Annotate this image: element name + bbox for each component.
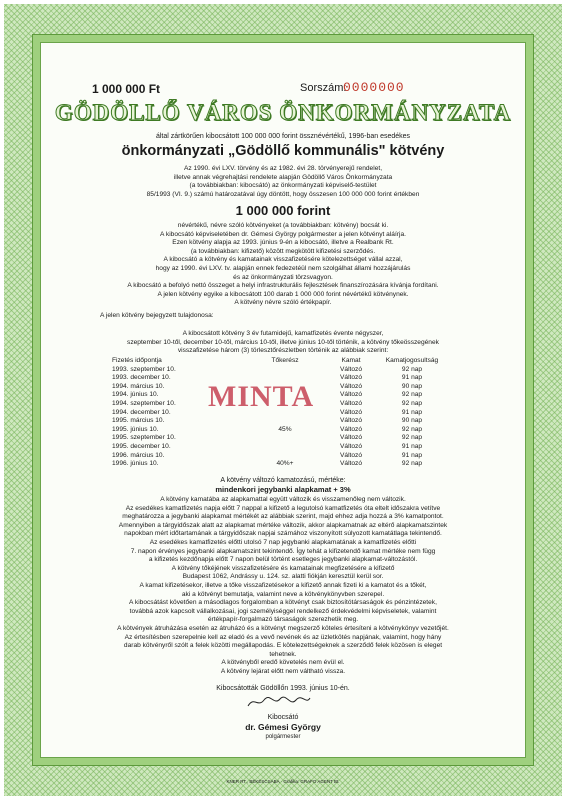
face-value: 1 000 000 forint (235, 203, 331, 218)
conditions-line: darab kötvényről szólt a felek közötti megállapodás. E kötelezettségeknek a szerződő felek közösen is eleget (123, 642, 443, 650)
table-cell: 1994. szeptember 10. (112, 399, 176, 407)
conditions-line: Budapest 1062, Andrássy u. 124. sz. alatti fiókján keresztül kerül sor. (182, 573, 384, 581)
conditions-line: A kötvény tőkéjének visszafizetésére és kamatainak megfizetésére a kifizető (171, 564, 395, 572)
column-header: Fizetés időpontja (112, 357, 162, 364)
table-cell: Változó (340, 442, 362, 450)
table-cell: 90 nap (401, 417, 423, 425)
column-header: Tőkerész (271, 357, 299, 364)
table-cell: 1996. június 10. (112, 460, 159, 468)
conditions-line: meghatározza a jegybanki alapkamat mértékét az alábbiak szerint, majd ehhez adja hozzá a 3% kamatpontot. (122, 513, 444, 521)
signer-role: Kibocsátó (267, 714, 299, 721)
conditions-line: Az esedékes kamatfizetés előtti utolsó 7 nap jegybanki alapkamatának a kamatfizetés előtti (149, 538, 417, 546)
table-cell: 91 nap (401, 442, 423, 450)
schedule-line: szeptember 10-től, december 10-től, március 10-től, illetve június 10-től történik, a kötvény tőkeösszegének (127, 338, 439, 346)
table-cell: 45% (278, 425, 292, 433)
table-cell: Változó (340, 365, 362, 373)
table-cell (250, 443, 320, 452)
terms-line: (a továbbiakban: kifizető) között megkötött kifizetési szerződés. (190, 247, 376, 255)
conditions-line: A kötvények átruházása esetén az átruházó és a kötvényt megszerző köteles értesíteni a kötvénykönyv vezetőjét. (117, 624, 449, 632)
specimen-stamp: MINTA (208, 380, 315, 413)
terms-line: hogy az 1990. évi LXV. tv. alapján ennek fedezetéül nem szolgálhat állami hozzájárulás (155, 264, 411, 272)
conditions-line: tehetnek. (269, 650, 297, 658)
signer-title: polgármester (265, 734, 301, 740)
place-date: Kibocsátották Gödöllőn 1993. június 10-én. (216, 685, 350, 692)
column-header: Kamatjogosultság (385, 357, 439, 364)
terms-paragraph (72, 222, 494, 308)
table-cell: 40%+ (276, 460, 294, 468)
table-cell: 92 nap (401, 391, 423, 399)
table-cell: 1996. március 10. (112, 451, 165, 459)
table-cell: 92 nap (401, 460, 423, 468)
table-cell: Változó (340, 391, 362, 399)
table-cell: 90 nap (401, 382, 423, 390)
table-cell: 1993. szeptember 10. (112, 365, 176, 373)
table-cell: 1994. december 10. (112, 408, 171, 416)
signer-name: dr. Gémesi György (245, 722, 321, 732)
serial-label: Sorszám: (300, 82, 347, 94)
table-row (112, 426, 442, 435)
table-cell: 1995. június 10. (112, 425, 159, 433)
conditions-line: 7. napon érvényes jegybanki alapkamatszint tekintendő. Így tehát a kifizetendő kamat mértéke nem függ (130, 547, 436, 555)
table-cell: 92 nap (401, 425, 423, 433)
table-cell: 1995. szeptember 10. (112, 434, 176, 442)
conditions-line: Az értesítésben szerepelnie kell az eladó és a vevő nevének és az üzletkötés napjának, valamint, hogy hány (124, 633, 442, 641)
table-cell: 91 nap (401, 451, 423, 459)
conditions-line: aki a kötvényt bemutatja, valamint neve a kötvénykönyvben szerepel. (181, 590, 385, 598)
intro-paragraph (72, 165, 494, 199)
table-cell (250, 366, 320, 375)
conditions-line: továbbá azok kapcsolt vállalkozásai, jogi személyiséggel rendelkező érdekvédelmi képviseletek, valamint (129, 607, 437, 615)
signature-graphic (244, 694, 314, 710)
table-row (112, 460, 442, 469)
conditions-line: A kötvény kamatába az alapkamattal együtt változik és visszamenőleg nem változik. (160, 496, 406, 503)
table-cell (250, 434, 320, 443)
terms-line: A kibocsátó a befolyó nettó összeget a helyi infrastrukturális fejlesztések finanszírozására kívánja fordítani. (127, 282, 439, 290)
conditions-line: A kötvényből eredő követelés nem évül el. (221, 659, 345, 667)
terms-line: A kibocsátó képviseletében dr. Gémesi György polgármester a jelen kötvényt aláírja. (160, 230, 406, 238)
conditions-line: A kötvény lejárat előtt nem váltható vissza. (220, 667, 346, 675)
table-row (112, 443, 442, 452)
interest-rate: mindenkori jegybanki alapkamat + 3% (215, 485, 351, 494)
terms-line: és az önkormányzati törzsvagyon. (233, 273, 333, 281)
conditions-line: A kamat kifizetésekor, illetve a tőke visszafizetésekor a kifizető annak fizeti ki a kamatot és a tőkét, (139, 581, 427, 589)
intro-line: 85/1993 (VI. 9.) számú határozatával úgy döntött, hogy összesen 100 000 000 forint értékben (146, 190, 420, 198)
rate-line: A kötvény változó kamatozású, mértéke: (220, 477, 346, 484)
table-cell: 91 nap (401, 374, 423, 382)
table-row (112, 434, 442, 443)
table-cell: Változó (340, 374, 362, 382)
table-row (112, 452, 442, 461)
table-cell: Változó (340, 460, 362, 468)
terms-line: A kibocsátó a kötvény és kamatainak visszafizetésére kötelezettséget vállal azzal, (163, 256, 403, 264)
table-cell: Változó (340, 382, 362, 390)
bond-amount: 1 000 000 Ft (92, 82, 161, 96)
conditions-line: a kifizetés kezdőnapja előtt 7 napon belül történt esetleges jegybanki alapkamat-változástól. (148, 556, 418, 564)
table-cell (250, 452, 320, 461)
terms-line: A jelen kötvény egyike a kibocsátott 100 darab 1 000 000 forint névértékű kötvénynek. (157, 290, 409, 298)
schedule-line: visszafizetése három (3) törlesztőrészletben történik az alábbiak szerint: (177, 347, 389, 355)
table-cell: 91 nap (401, 408, 423, 416)
table-cell: Változó (340, 408, 362, 416)
issuer-title: GÖDÖLLŐ VÁROS ÖNKORMÁNYZATA (54, 100, 512, 125)
table-cell: 1994. március 10. (112, 382, 165, 390)
printer-imprint: KNER RT., BÉKÉSCSABA · Grafika: GRAFO AGENT Bt. (226, 779, 340, 784)
table-cell: Változó (340, 434, 362, 442)
table-cell: Változó (340, 425, 362, 433)
table-cell: 1995. december 10. (112, 442, 171, 450)
issued-by-line: által zártkörűen kibocsátott 100 000 000 forint össznévértékű, 1996-ban esedékes (155, 133, 411, 140)
table-cell: Változó (340, 451, 362, 459)
conditions-paragraph (72, 496, 494, 676)
table-header-row (112, 357, 442, 366)
table-row (112, 366, 442, 375)
intro-line: illetve annak végrehajtási rendelete alapján Gödöllő Város Önkormányzata (173, 173, 393, 181)
schedule-line: A kibocsátott kötvény 3 év futamidejű, kamatfizetés évente négyszer, (182, 330, 384, 337)
table-cell (250, 417, 320, 426)
column-header: Kamat (341, 357, 361, 364)
table-cell: 92 nap (401, 434, 423, 442)
conditions-line: Amennyiben a tárgyidőszak alatt az alapkamat mértéke változik, akkor alapkamatnak az eltérő alapkamatszintek (118, 521, 448, 529)
bond-name: önkormányzati „Gödöllő kommunális" kötvény (121, 143, 445, 159)
conditions-line: értékpapír-forgalmazó társaságok szerezhetik meg. (207, 616, 359, 624)
table-cell: Változó (340, 417, 362, 425)
terms-line: A kötvény névre szóló értékpapír. (234, 299, 332, 307)
table-cell: 92 nap (401, 365, 423, 373)
table-cell: 1993. december 10. (112, 374, 171, 382)
schedule-intro (72, 330, 494, 356)
terms-line: névértékű, névre szóló kötvényeket (a továbbiakban: kötvény) bocsát ki. (177, 222, 389, 229)
terms-line: Ezen kötvény alapja az 1993. június 9-én a kibocsátó, illetve a Realbank Rt. (172, 239, 394, 247)
intro-line: Az 1990. évi LXV. törvény és az 1982. évi 28. törvényerejű rendelet, (183, 165, 383, 172)
conditions-line: Az esedékes kamatfizetés napja előtt 7 nappal a kifizető a legutolsó kamatfizetés óta eltelt időszakra vetítve (125, 504, 441, 512)
table-cell: 1995. március 10. (112, 417, 165, 425)
table-row (112, 417, 442, 426)
conditions-line: napokban mért időtartamának a tárgyidőszak napjai számához viszonyított súlyozott kamatátlaga tekintendő. (124, 530, 442, 538)
intro-line: (a továbbiakban: kibocsátó) az önkormányzati képviselő-testület (189, 182, 377, 190)
owner-line: A jelen kötvény bejegyzett tulajdonosa: (100, 312, 214, 319)
serial-number: 0000000 (343, 80, 405, 95)
table-cell: 92 nap (401, 399, 423, 407)
table-cell: Változó (340, 399, 362, 407)
table-cell: 1994. június 10. (112, 391, 159, 399)
conditions-line: A kibocsátást követően a másodlagos forgalomban a kötvényt csak biztosítótársaságok és pénzintézetek, (129, 599, 437, 607)
